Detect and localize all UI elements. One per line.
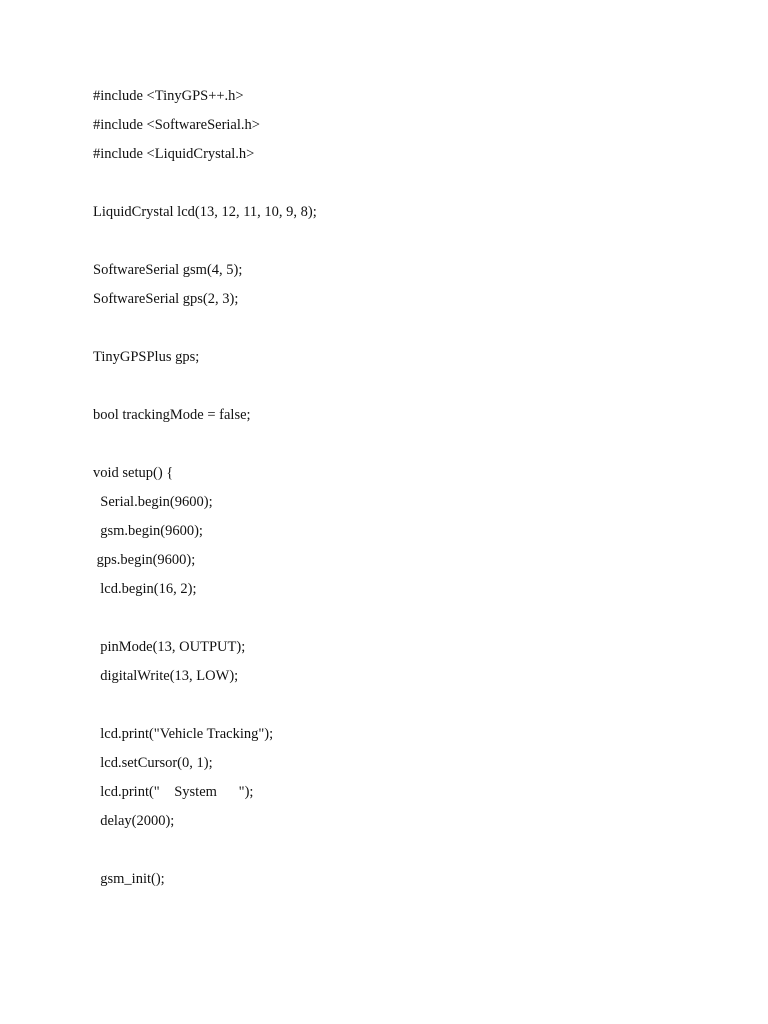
code-line — [93, 171, 317, 200]
code-line: #include <TinyGPS++.h> — [93, 88, 244, 104]
code-line: SoftwareSerial gps(2, 3); — [93, 291, 239, 307]
code-line: TinyGPSPlus gps; — [93, 349, 200, 365]
code-line — [93, 374, 317, 403]
code-line — [93, 693, 317, 722]
code-line: #include <SoftwareSerial.h> — [93, 117, 260, 133]
code-line: pinMode(13, OUTPUT); — [93, 639, 246, 655]
code-line: bool trackingMode = false; — [93, 407, 251, 423]
code-listing — [93, 84, 317, 896]
code-line: gsm_init(); — [93, 871, 165, 887]
code-line: void setup() { — [93, 465, 174, 481]
code-line: lcd.print("Vehicle Tracking"); — [93, 726, 274, 742]
code-line — [93, 838, 317, 867]
code-line — [93, 316, 317, 345]
code-line: lcd.print(" System "); — [93, 784, 254, 800]
code-line: gps.begin(9600); — [93, 552, 196, 568]
code-line: lcd.setCursor(0, 1); — [93, 755, 213, 771]
code-line: #include <LiquidCrystal.h> — [93, 146, 255, 162]
code-line: digitalWrite(13, LOW); — [93, 668, 239, 684]
code-line: LiquidCrystal lcd(13, 12, 11, 10, 9, 8); — [93, 204, 317, 220]
code-line — [93, 229, 317, 258]
code-line: Serial.begin(9600); — [93, 494, 213, 510]
code-line — [93, 606, 317, 635]
code-line: delay(2000); — [93, 813, 175, 829]
code-line — [93, 432, 317, 461]
code-line: SoftwareSerial gsm(4, 5); — [93, 262, 243, 278]
code-line: lcd.begin(16, 2); — [93, 581, 197, 597]
code-line: gsm.begin(9600); — [93, 523, 203, 539]
